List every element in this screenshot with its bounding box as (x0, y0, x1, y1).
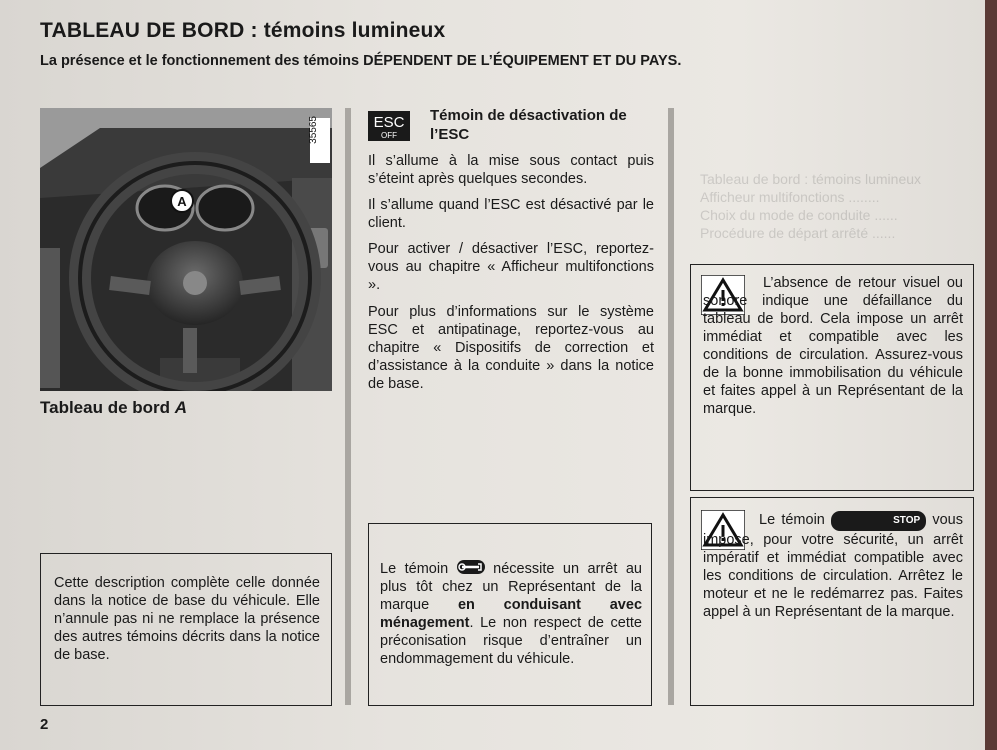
wrench-text-pre: Le témoin (380, 561, 449, 577)
display-failure-warning-text: L’absence de retour visuel ou sonore indique une défaillance du tableau de bord. Cela impose un arrêt immédiat et compatible avec les conditions de circulation. Assurez-vous de la bonne immobilisation du véhicule et faites appel à un Représentant de la marque. (703, 275, 963, 417)
description-box (40, 553, 332, 706)
caption-text: Tableau de bord (40, 398, 175, 417)
esc-off-icon (368, 111, 410, 141)
stop-badge-icon: STOP (831, 511, 926, 531)
page-number: 2 (40, 716, 49, 733)
esc-paragraph-3: Pour activer / désactiver l’ESC, reportez-vous au chapitre « Afficheur multifonctions ». (368, 241, 654, 293)
stop-text-pre: Le témoin (759, 512, 825, 528)
esc-paragraph-2: Il s’allume quand l’ESC est désactivé par le client. (368, 197, 654, 231)
esc-paragraph-4: Pour plus d’informations sur le système ESC et antipatinage, reportez-vous au chapitre « Dispositifs de correction et d’assistance à la conduite » dans la notice de base. (368, 304, 654, 392)
wrench-text-end: . Le non respect de cette préconisation risque d’entraîner un endommagement du véhicule. (380, 615, 642, 667)
esc-paragraph-1: Il s’allume à la mise sous contact puis s’éteint après quelques secondes. (368, 153, 654, 187)
display-failure-warning-box (690, 264, 974, 491)
bleed-through: Tableau de bord : témoins lumineux Afficheur multifonctions ........ Choix du mode de conduite ...... Procédure de départ arrêté ...... (700, 171, 922, 241)
stop-warning-text (703, 511, 963, 621)
photo-caption (40, 398, 187, 418)
svg-text:OFF: OFF (381, 131, 397, 140)
column-divider-left (345, 108, 351, 705)
column-divider-right (668, 108, 674, 705)
marker-a: A (177, 194, 187, 209)
dashboard-illustration (40, 108, 332, 391)
caption-letter: A (174, 398, 188, 417)
photo-reference-code: 35565 (308, 116, 319, 144)
wrench-icon (457, 560, 485, 574)
wrench-text-bold: en conduisant avec ménagement (380, 597, 643, 631)
background-edge (985, 0, 997, 750)
page-subtitle: La présence et le fonctionnement des témoins DÉPENDENT DE L’ÉQUIPEMENT ET DU PAYS. (40, 53, 682, 69)
description-text: Cette description complète celle donnée dans la notice de base du véhicule. Elle n’annule pas ni ne remplace la présence des autres témoins décrits dans la notice de base. (54, 575, 320, 663)
dashboard-photo (40, 108, 332, 391)
wrench-text-post: nécessite un arrêt au plus tôt chez un Représentant de la marque (380, 561, 642, 613)
svg-text:ESC: ESC (373, 114, 405, 131)
stop-text-post: vous impose, pour votre sécurité, un arrêt impératif et immédiat compatible avec les conditions de circulation. Arrêtez le moteur et ne le redémarrez pas. Faites appel à un Représentant de la marque. (703, 512, 963, 620)
wrench-warning-text (380, 560, 642, 668)
wrench-warning-box (368, 523, 652, 706)
esc-title: Témoin de désactivation de l’ESC (430, 107, 627, 143)
stop-warning-box (690, 497, 974, 706)
page-title: TABLEAU DE BORD : témoins lumineux (40, 19, 446, 42)
